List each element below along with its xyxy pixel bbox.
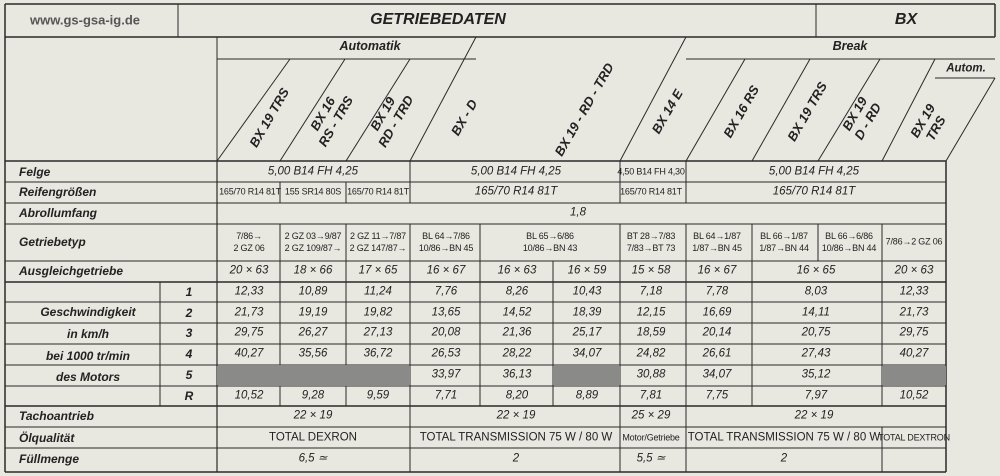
gear-label: 1 <box>185 285 193 299</box>
gear-label: 2 <box>185 306 193 320</box>
na-cell <box>882 366 946 385</box>
speed-cell: 9,28 <box>301 389 325 402</box>
speed-label-line: in km/h <box>66 327 110 341</box>
getriebetyp-c5: BL 65→6/86 10/86→BN 43 <box>522 230 578 253</box>
speed-cell: 13,65 <box>431 306 461 319</box>
gear-label: 4 <box>185 347 193 361</box>
speed-cell: 29,75 <box>234 326 264 339</box>
reifen-b: 155 SR14 80S <box>284 186 342 197</box>
speed-cell: 7,78 <box>705 285 729 298</box>
getriebetyp-c6: BT 28→7/83 7/83→BT 73 <box>626 230 676 253</box>
row-label-getriebetyp: Getriebetyp <box>19 235 86 249</box>
speed-cell: 16,69 <box>702 306 732 319</box>
getriebetyp-c10: 7/86→2 GZ 06 <box>885 236 943 247</box>
speed-cell: 33,97 <box>431 368 461 381</box>
speed-cell: 12,33 <box>899 285 929 298</box>
speed-cell: 8,20 <box>505 389 529 402</box>
speed-cell: 8,89 <box>575 389 599 402</box>
fuell-c: 5,5 ≃ <box>636 452 666 465</box>
speed-cell: 7,18 <box>639 285 663 298</box>
speed-cell: 7,81 <box>639 389 663 402</box>
speed-label-line: Geschwindigkeit <box>40 305 136 319</box>
speed-cell: 21,73 <box>234 306 264 319</box>
getriebetyp-c2: 2 GZ 03→9/87 2 GZ 109/87→ <box>284 230 342 253</box>
reifen-a: 165/70 R14 81T <box>219 186 281 197</box>
getriebetyp-c8: BL 66→1/87 1/87→BN 44 <box>759 230 809 253</box>
speed-cell: 18,39 <box>572 306 602 319</box>
model-header: BX 16 RS <box>720 82 763 141</box>
oel-e: TOTAL DEXTRON <box>878 432 950 443</box>
oel-b: TOTAL TRANSMISSION 75 W / 80 W <box>419 431 613 444</box>
fuell-a: 6,5 ≃ <box>298 452 328 465</box>
reifen-d: 165/70 R14 81T <box>474 185 558 198</box>
speed-cell: 19,82 <box>363 306 393 319</box>
ausgleich-cell: 16 × 67 <box>697 264 737 277</box>
reifen-c: 165/70 R14 81T <box>347 186 409 197</box>
oel-a: TOTAL DEXRON <box>269 431 357 444</box>
speed-cell: 19,19 <box>298 306 328 319</box>
website-url[interactable]: www.gs-gsa-ig.de <box>29 12 141 28</box>
ausgleich-cell: 18 × 66 <box>293 264 333 277</box>
ausgleich-cell: 15 × 58 <box>631 264 671 277</box>
ausgleich-cell: 16 × 59 <box>567 264 607 277</box>
row-label-felge: Felge <box>19 165 51 179</box>
tacho-a: 22 × 19 <box>293 409 333 422</box>
felge-d: 5,00 B14 FH 4,25 <box>768 165 860 178</box>
ausgleich-cell: 16 × 63 <box>497 264 537 277</box>
speed-cell: 35,56 <box>298 347 328 360</box>
speed-cell: 21,73 <box>899 306 929 319</box>
model-header: BX - D <box>447 96 481 139</box>
row-label-ausgleich: Ausgleichgetriebe <box>19 264 124 278</box>
speed-cell: 7,97 <box>804 389 828 402</box>
oel-d: TOTAL TRANSMISSION 75 W / 80 W <box>687 431 881 444</box>
speed-cell: 18,59 <box>636 326 666 339</box>
getriebetyp-c1: 7/86→ 2 GZ 06 <box>233 230 265 253</box>
tacho-c: 25 × 29 <box>631 409 671 422</box>
speed-cell: 9,59 <box>366 389 390 402</box>
gear-label: 3 <box>185 326 193 340</box>
speed-cell: 28,22 <box>502 347 532 360</box>
speed-cell: 36,13 <box>502 368 532 381</box>
speed-cell: 7,71 <box>434 389 458 402</box>
getriebetyp-c4: BL 64→7/86 10/86→BN 45 <box>418 230 474 253</box>
speed-cell: 10,52 <box>234 389 264 402</box>
speed-cell: 10,52 <box>899 389 929 402</box>
oel-c: Motor/Getriebe <box>622 432 680 443</box>
model-header: BX 19 D - RD <box>839 94 885 143</box>
speed-cell: 27,13 <box>363 326 393 339</box>
row-label-fuell: Füllmenge <box>19 452 80 466</box>
speed-cell: 34,07 <box>572 347 602 360</box>
speed-cell: 24,82 <box>636 347 666 360</box>
felge-a: 5,00 B14 FH 4,25 <box>267 165 359 178</box>
speed-cell: 40,27 <box>234 347 264 360</box>
reifen-f: 165/70 R14 81T <box>772 185 856 198</box>
speed-label-line: bei 1000 tr/min <box>45 349 131 363</box>
fuell-b: 2 <box>512 452 520 465</box>
speed-cell: 7,76 <box>434 285 458 298</box>
speed-cell: 11,24 <box>364 285 392 298</box>
speed-cell: 10,43 <box>572 285 602 298</box>
speed-cell: 30,88 <box>636 368 666 381</box>
speed-cell: 8,03 <box>804 285 828 298</box>
speed-cell: 29,75 <box>899 326 929 339</box>
speed-cell: 27,43 <box>801 347 831 360</box>
speed-cell: 20,08 <box>431 326 461 339</box>
speed-cell: 26,27 <box>298 326 328 339</box>
tacho-d: 22 × 19 <box>794 409 834 422</box>
model-header: BX 16 RS - TRS <box>307 93 357 150</box>
speed-cell: 12,33 <box>234 285 264 298</box>
speed-cell: 12,15 <box>636 306 666 319</box>
ausgleich-cell: 20 × 63 <box>229 264 269 277</box>
model-header: BX 19 RD - TRD <box>367 92 417 150</box>
speed-cell: 26,61 <box>702 347 732 360</box>
speed-cell: 7,75 <box>705 389 729 402</box>
ausgleich-cell: 16 × 65 <box>796 264 836 277</box>
model-code: BX <box>894 11 918 28</box>
speed-cell: 20,14 <box>702 326 732 339</box>
group-automatik: Automatik <box>339 38 401 53</box>
speed-cell: 21,36 <box>502 326 532 339</box>
group-autom: Autom. <box>946 62 986 75</box>
model-header: BX 19 TRS <box>784 79 831 144</box>
na-cell <box>217 366 410 385</box>
page-title: GETRIEBEDATEN <box>370 11 506 28</box>
getriebetyp-c9: BL 66→6/86 10/86→BN 44 <box>821 230 877 253</box>
gear-label: 5 <box>185 368 193 382</box>
speed-cell: 34,07 <box>702 368 732 381</box>
speed-cell: 25,17 <box>572 326 602 339</box>
model-header: BX 19 - RD - TRD <box>551 60 617 159</box>
ausgleich-cell: 20 × 63 <box>894 264 934 277</box>
ausgleich-cell: 17 × 65 <box>358 264 398 277</box>
speed-cell: 40,27 <box>899 347 929 360</box>
getriebetyp-c7: BL 64→1/87 1/87→BN 45 <box>692 230 742 253</box>
felge-c: 4,50 B14 FH 4,30 <box>617 166 685 177</box>
fuell-d: 2 <box>780 452 788 465</box>
getriebetyp-c3: 2 GZ 11→7/87 2 GZ 147/87→ <box>349 230 407 253</box>
row-label-abroll: Abrollumfang <box>19 206 97 220</box>
speed-cell: 14,52 <box>502 306 532 319</box>
row-label-reifen: Reifengrößen <box>19 185 97 199</box>
speed-label-line: des Motors <box>55 370 121 384</box>
abroll-value: 1,8 <box>570 206 586 219</box>
model-header: BX 19 TRS <box>246 85 293 150</box>
row-label-oel: Ölqualität <box>19 431 75 445</box>
group-break: Break <box>832 38 868 53</box>
speed-cell: 14,11 <box>802 306 830 319</box>
speed-cell: 36,72 <box>363 347 393 360</box>
felge-b: 5,00 B14 FH 4,25 <box>470 165 562 178</box>
speed-cell: 8,26 <box>505 285 529 298</box>
speed-cell: 26,53 <box>431 347 461 360</box>
model-header: BX 14 E <box>648 86 686 137</box>
gear-label: R <box>184 389 194 403</box>
ausgleich-cell: 16 × 67 <box>426 264 466 277</box>
speed-cell: 35,12 <box>801 368 831 381</box>
speed-cell: 20,75 <box>801 326 831 339</box>
na-cell <box>553 366 620 385</box>
speed-cell: 10,89 <box>298 285 328 298</box>
reifen-e: 165/70 R14 81T <box>620 186 682 197</box>
row-label-tacho: Tachoantrieb <box>19 409 94 423</box>
tacho-b: 22 × 19 <box>496 409 536 422</box>
model-header: BX 19 TRS <box>907 101 949 144</box>
